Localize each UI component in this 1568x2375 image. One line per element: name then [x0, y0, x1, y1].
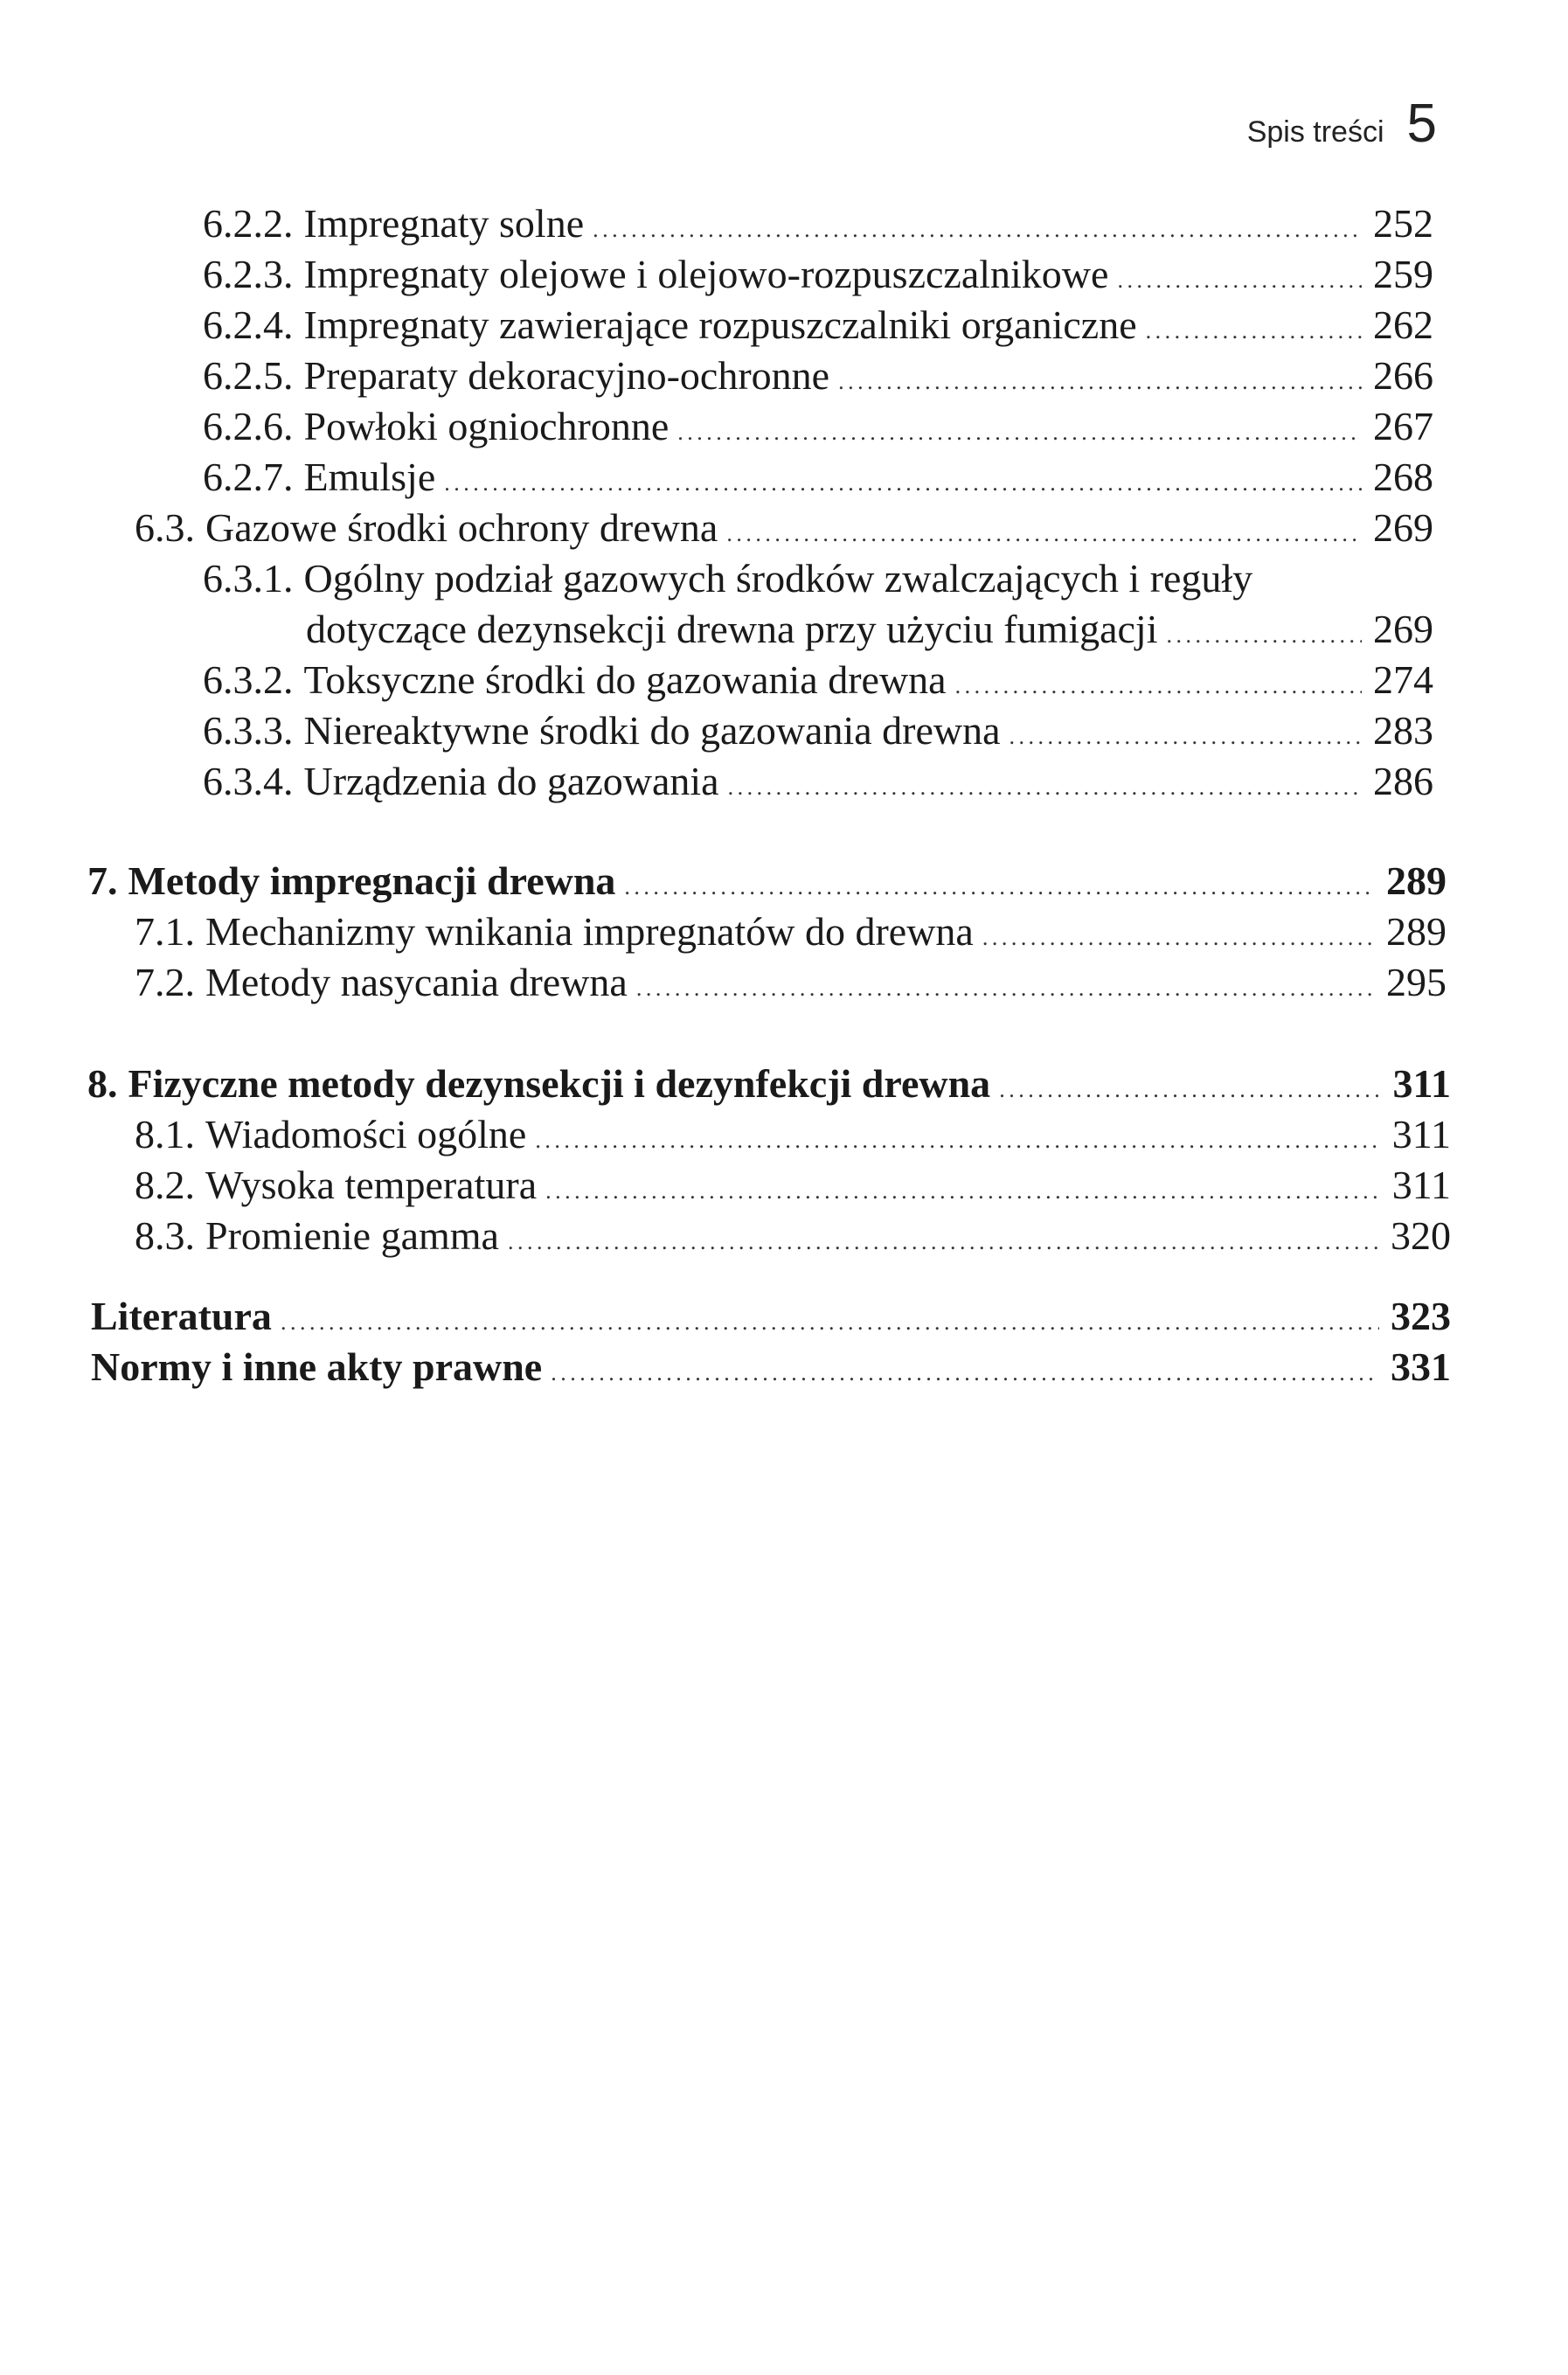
toc-entry-page: 259: [1373, 252, 1433, 296]
toc-entry-page: 320: [1391, 1213, 1451, 1258]
toc-entry-page: 252: [1373, 201, 1433, 246]
toc-entry-page: 286: [1373, 759, 1433, 803]
toc-entry-page: 267: [1373, 404, 1433, 448]
toc-entry[interactable]: [135, 1110, 1451, 1165]
toc-entry[interactable]: [306, 605, 1433, 660]
toc-entry-first-line[interactable]: [203, 554, 1252, 603]
dot-leader: [982, 913, 1375, 962]
toc-entry[interactable]: [135, 1161, 1451, 1216]
dot-leader: [726, 510, 1362, 559]
toc-entry-page: 262: [1373, 302, 1433, 347]
toc-entry[interactable]: [203, 453, 1433, 508]
toc-chapter-entry[interactable]: [87, 1059, 1451, 1115]
dot-leader: [551, 1349, 1379, 1398]
running-header-label: Spis treści: [1246, 115, 1384, 149]
toc-entry-number: 6.2.4.: [203, 302, 294, 347]
toc-entry-number: 6.3.: [135, 505, 195, 550]
toc-entry[interactable]: [203, 706, 1433, 761]
toc-entry-title: Powłoki ogniochronne: [303, 404, 670, 448]
dot-leader: [1117, 256, 1362, 305]
toc-entry-page: 268: [1373, 455, 1433, 499]
toc-entry-number: 6.3.3.: [203, 708, 294, 753]
toc-entry-title: Wysoka temperatura: [205, 1163, 538, 1207]
toc-entry-title: Metody impregnacji drewna: [128, 858, 616, 903]
toc-entry-title: Emulsje: [303, 455, 436, 499]
dot-leader: [1146, 307, 1362, 356]
toc-entry-number: 6.2.3.: [203, 252, 294, 296]
dot-leader: [535, 1116, 1379, 1165]
toc-entry-title: Promienie gamma: [205, 1213, 499, 1258]
dot-leader: [444, 459, 1362, 508]
toc-entry-number: 8.: [87, 1061, 118, 1106]
toc-chapter-entry[interactable]: [91, 1292, 1451, 1347]
toc-entry[interactable]: [203, 351, 1433, 406]
toc-entry-number: 7.: [87, 858, 118, 903]
dot-leader: [624, 863, 1375, 912]
dot-leader: [955, 662, 1362, 711]
toc-entry[interactable]: [135, 958, 1447, 1013]
toc-entry-title: Urządzenia do gazowania: [303, 759, 719, 803]
toc-entry-page: 311: [1391, 1112, 1451, 1156]
toc-entry-number: 6.3.1.: [203, 556, 294, 601]
toc-entry-title-line1: Ogólny podział gazowych środków zwalczających i reguły: [303, 556, 1253, 601]
page-number: 5: [1406, 94, 1437, 154]
toc-entry-title: dotyczące dezynsekcji drewna przy użyciu fumigacji: [306, 607, 1158, 651]
toc-entry-number: 6.2.5.: [203, 353, 294, 398]
toc-entry[interactable]: [135, 1212, 1451, 1267]
dot-leader: [999, 1066, 1379, 1115]
toc-entry-number: 6.2.6.: [203, 404, 294, 448]
toc-entry-page: 295: [1386, 960, 1447, 1004]
toc-chapter-entry[interactable]: [87, 857, 1447, 912]
toc-entry-title: Impregnaty zawierające rozpuszczalniki organiczne: [303, 302, 1137, 347]
toc-entry-title: Niereaktywne środki do gazowania drewna: [303, 708, 1001, 753]
toc-entry[interactable]: [203, 250, 1433, 305]
dot-leader: [677, 408, 1362, 457]
toc-entry-page: 323: [1391, 1294, 1451, 1338]
toc-entry-page: 274: [1373, 657, 1433, 702]
toc-entry[interactable]: [203, 656, 1433, 711]
toc-entry-number: 8.1.: [135, 1112, 195, 1156]
toc-entry-title: Mechanizmy wnikania impregnatów do drewna: [205, 909, 974, 954]
toc-entry[interactable]: [203, 301, 1433, 356]
toc-entry-title: Gazowe środki ochrony drewna: [205, 505, 718, 550]
toc-entry-title: Literatura: [91, 1294, 272, 1338]
dot-leader: [838, 358, 1362, 406]
toc-entry-title: Fizyczne metody dezynsekcji i dezynfekcji drewna: [128, 1061, 991, 1106]
toc-entry-title: Preparaty dekoracyjno-ochronne: [303, 353, 830, 398]
toc-entry-page: 283: [1373, 708, 1433, 753]
toc-entry-page: 289: [1386, 909, 1447, 954]
dot-leader: [1167, 611, 1363, 660]
toc-entry-page: 289: [1386, 858, 1447, 903]
toc-entry[interactable]: [203, 199, 1433, 254]
toc-entry-page: 269: [1373, 505, 1433, 550]
toc-entry-page: 311: [1391, 1163, 1451, 1207]
dot-leader: [593, 205, 1362, 254]
toc-entry[interactable]: [203, 402, 1433, 457]
toc-entry-title: Impregnaty olejowe i olejowo-rozpuszczalnikowe: [303, 252, 1109, 296]
toc-entry-number: 6.2.7.: [203, 455, 294, 499]
toc-entry-title: Toksyczne środki do gazowania drewna: [303, 657, 947, 702]
toc-entry-number: 6.3.2.: [203, 657, 294, 702]
toc-entry-number: 6.3.4.: [203, 759, 294, 803]
toc-entry-number: 7.1.: [135, 909, 195, 954]
page-header: [1247, 93, 1437, 155]
toc-entry-page: 266: [1373, 353, 1433, 398]
toc-entry[interactable]: [135, 503, 1433, 559]
toc-entry-number: 6.2.2.: [203, 201, 294, 246]
toc-entry-page: 269: [1373, 607, 1433, 651]
toc-entry-title: Metody nasycania drewna: [205, 960, 628, 1004]
dot-leader: [508, 1218, 1379, 1267]
dot-leader: [636, 964, 1375, 1013]
toc-entry-number: 8.3.: [135, 1213, 195, 1258]
toc-entry-title: Wiadomości ogólne: [205, 1112, 527, 1156]
toc-entry[interactable]: [135, 907, 1447, 962]
toc-entry-number: 7.2.: [135, 960, 195, 1004]
toc-entry-number: 8.2.: [135, 1163, 195, 1207]
dot-leader: [728, 763, 1362, 812]
dot-leader: [1009, 712, 1362, 761]
dot-leader: [545, 1167, 1379, 1216]
toc-entry-title: Impregnaty solne: [303, 201, 585, 246]
toc-entry[interactable]: [203, 757, 1433, 812]
dot-leader: [281, 1298, 1379, 1347]
toc-chapter-entry[interactable]: [91, 1343, 1451, 1398]
toc-entry-title: Normy i inne akty prawne: [91, 1344, 543, 1389]
toc-entry-page: 331: [1391, 1344, 1451, 1389]
toc-entry-page: 311: [1392, 1061, 1451, 1106]
